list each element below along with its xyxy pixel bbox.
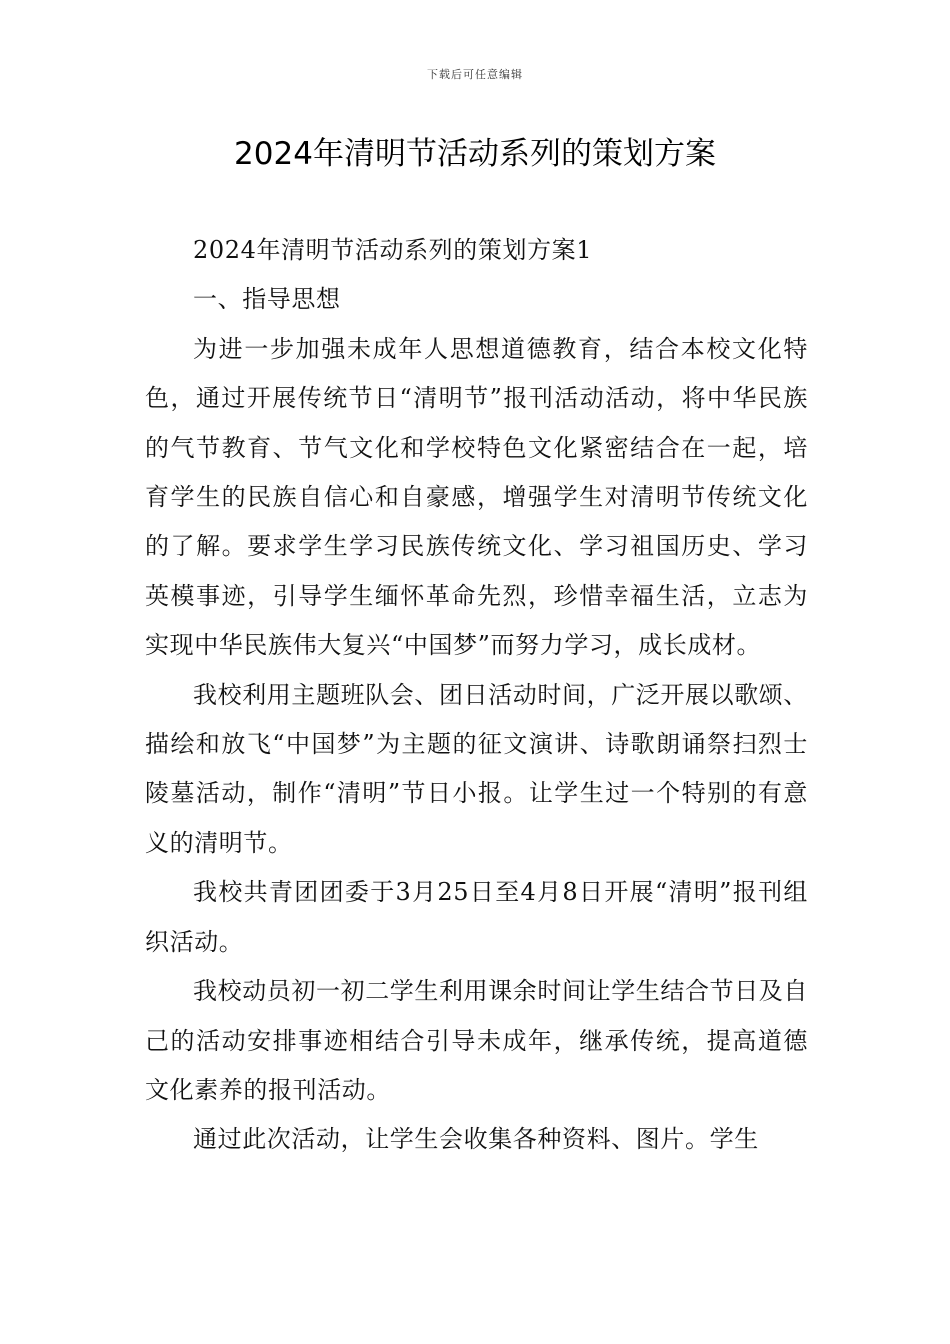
paragraph: 我校利用主题班队会、团日活动时间，广泛开展以歌颂、描绘和放飞“中国梦”为主题的征文演讲、诗歌朗诵祭扫烈士陵墓活动，制作“清明”节日小报。让学生过一个特别的有意义的清明节。	[145, 680, 808, 857]
document-title: 2024年清明节活动系列的策划方案	[234, 136, 716, 172]
paragraph: 我校共青团团委于3月25日至4月8日开展“清明”报刊组织活动。	[145, 878, 808, 956]
paragraph: 为进一步加强未成年人思想道德教育，结合本校文化特色，通过开展传统节日“清明节”报刊活动活动，将中华民族的气节教育、节气文化和学校特色文化紧密结合在一起，培育学生的民族自信心和自豪感，增强学生对清明节传统文化的了解。要求学生学习民族传统文化、学习祖国历史、学习英模事迹，引导学生缅怀革命先烈，珍惜幸福生活，立志为实现中华民族伟大复兴“中国梦”而努力学习，成长成材。	[145, 334, 808, 660]
header-note: 下载后可任意编辑	[427, 68, 523, 81]
paragraph: 我校动员初一初二学生利用课余时间让学生结合节日及自己的活动安排事迹相结合引导未成年，继承传统，提高道德文化素养的报刊活动。	[145, 977, 808, 1104]
paragraph: 通过此次活动，让学生会收集各种资料、图片。学生	[193, 1125, 759, 1154]
section-subtitle: 2024年清明节活动系列的策划方案1	[193, 236, 593, 264]
document-body	[145, 226, 808, 1165]
section-heading: 一、指导思想	[193, 285, 341, 314]
